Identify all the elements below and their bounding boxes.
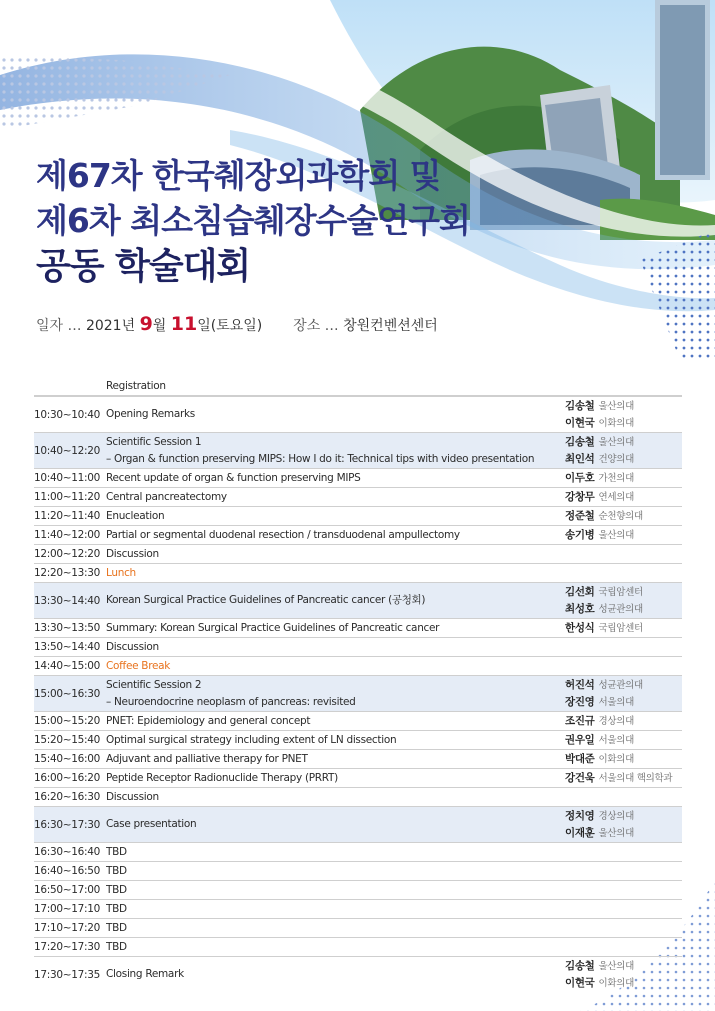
- session1-title: Scientific Session 1: [106, 435, 202, 448]
- guidelines-time: 13:30~14:40: [34, 594, 101, 607]
- session2-header-row: [34, 676, 682, 712]
- guidelines-header-row: [34, 583, 682, 619]
- row-time: 11:40~12:00: [34, 529, 101, 541]
- chair-name: 김선회: [565, 585, 595, 598]
- table-row: [34, 769, 682, 788]
- speaker-affiliation: 연세의대: [598, 491, 635, 503]
- speaker-name: 한성식: [565, 621, 595, 634]
- row-time: 15:40~16:00: [34, 753, 101, 765]
- session1-time: 10:40~12:20: [34, 444, 101, 457]
- row-time: 12:00~12:20: [34, 548, 101, 560]
- row-time: 11:00~11:20: [34, 491, 101, 503]
- row-title: Optimal surgical strategy including extent of LN dissection: [106, 733, 397, 746]
- table-row: [34, 862, 682, 881]
- chair-name: 이재훈: [565, 826, 595, 839]
- speaker-affiliation: 가천의대: [598, 472, 635, 484]
- opening-title: Opening Remarks: [106, 408, 195, 420]
- row-time: 16:40~16:50: [34, 865, 101, 877]
- closing-row: [34, 957, 682, 992]
- table-row: [34, 507, 682, 526]
- row-title: Enucleation: [106, 509, 165, 522]
- row-time: 11:20~11:40: [34, 510, 101, 522]
- table-row: [34, 919, 682, 938]
- speaker-name: 강건욱: [565, 771, 595, 784]
- speaker-affiliation: 경상의대: [598, 715, 635, 727]
- chair-affiliation: 경상의대: [598, 810, 635, 822]
- row-title: TBD: [106, 883, 127, 896]
- coffee-row: [34, 657, 682, 676]
- chair-name: 장진영: [565, 695, 595, 708]
- row-time: 17:00~17:10: [34, 903, 101, 915]
- table-row: [34, 900, 682, 919]
- row-time: 15:20~15:40: [34, 734, 101, 746]
- chair-affiliation: 울산의대: [598, 400, 635, 412]
- row-title: TBD: [106, 921, 127, 934]
- case-time: 16:30~17:30: [34, 818, 101, 831]
- date-month-unit: 월: [152, 318, 167, 334]
- chair-name: 김송철: [565, 435, 595, 448]
- speaker-name: 이두호: [565, 471, 595, 484]
- date-month: 9: [139, 313, 153, 335]
- speaker-affiliation: 국립암센터: [598, 622, 643, 634]
- chair-affiliation: 건양의대: [598, 453, 635, 465]
- chair-affiliation: 서울의대: [598, 696, 635, 708]
- chair-affiliation: 이화의대: [598, 977, 635, 989]
- row-title: Adjuvant and palliative therapy for PNET: [106, 752, 308, 765]
- row-title: Discussion: [106, 790, 159, 803]
- title-line-2: 제6차 최소침습췌장수술연구회: [36, 201, 470, 240]
- venue: 창원컨벤션센터: [343, 318, 438, 334]
- row-time: 15:00~15:20: [34, 715, 101, 727]
- opening-row: [34, 396, 682, 433]
- case-title: Case presentation: [106, 818, 197, 830]
- chair-affiliation: 성균관의대: [598, 679, 643, 691]
- case-header-row: [34, 807, 682, 843]
- row-title: Discussion: [106, 640, 159, 653]
- row-title: TBD: [106, 902, 127, 915]
- row-time: 13:30~13:50: [34, 622, 101, 634]
- speaker-affiliation: 순천향의대: [598, 510, 643, 522]
- speaker-name: 송기병: [565, 528, 595, 541]
- chair-name: 허진석: [565, 678, 595, 691]
- table-row: [34, 731, 682, 750]
- guidelines-title: Korean Surgical Practice Guidelines of Pancreatic cancer (공청회): [106, 594, 426, 606]
- speaker-name: 조진규: [565, 714, 595, 727]
- chair-affiliation: 이화의대: [598, 417, 635, 429]
- coffee-title: Coffee Break: [106, 659, 171, 672]
- table-row: [34, 843, 682, 862]
- closing-title: Closing Remark: [106, 968, 184, 980]
- session2-subtitle: – Neuroendocrine neoplasm of pancreas: revisited: [106, 695, 356, 708]
- row-title: Partial or segmental duodenal resection / transduodenal ampullectomy: [106, 528, 460, 541]
- row-title: Discussion: [106, 547, 159, 560]
- lunch-row: [34, 564, 682, 583]
- coffee-time: 14:40~15:00: [34, 660, 101, 672]
- speaker-name: 강창무: [565, 490, 595, 503]
- table-row: [34, 788, 682, 807]
- schedule-table: [34, 377, 682, 992]
- chair-affiliation: 국립암센터: [598, 586, 643, 598]
- lunch-time: 12:20~13:30: [34, 567, 101, 579]
- event-info: [36, 313, 438, 335]
- table-row: [34, 881, 682, 900]
- table-row: [34, 750, 682, 769]
- chair-name: 최성호: [565, 602, 595, 615]
- chair-affiliation: 울산의대: [598, 960, 635, 972]
- row-title: PNET: Epidemiology and general concept: [106, 714, 311, 727]
- date-day: 11: [170, 313, 198, 335]
- session1-subtitle: – Organ & function preserving MIPS: How I do it: Technical tips with video presentation: [106, 452, 535, 465]
- registration-label: Registration: [106, 379, 166, 392]
- row-title: TBD: [106, 845, 127, 858]
- speaker-affiliation: 서울의대 핵의학과: [598, 772, 673, 784]
- lunch-title: Lunch: [106, 566, 136, 579]
- table-row: [34, 526, 682, 545]
- row-title: Summary: Korean Surgical Practice Guidelines of Pancreatic cancer: [106, 621, 440, 634]
- row-time: 16:50~17:00: [34, 884, 101, 896]
- date-year: 2021년: [85, 318, 136, 334]
- session1-header-row: [34, 433, 682, 469]
- chair-name: 이현국: [565, 416, 595, 429]
- chair-name: 이현국: [565, 976, 595, 989]
- row-time: 17:20~17:30: [34, 941, 101, 953]
- chair-name: 김송철: [565, 959, 595, 972]
- date-label: 일자 …: [36, 318, 82, 334]
- chair-name: 김송철: [565, 399, 595, 412]
- speaker-affiliation: 서울의대: [598, 734, 635, 746]
- row-time: 17:10~17:20: [34, 922, 101, 934]
- row-title: TBD: [106, 864, 127, 877]
- table-row: [34, 488, 682, 507]
- row-title: TBD: [106, 940, 127, 953]
- row-title: Central pancreatectomy: [106, 490, 227, 503]
- row-title: Peptide Receptor Radionuclide Therapy (PRRT): [106, 771, 338, 784]
- table-row: [34, 638, 682, 657]
- table-row: [34, 712, 682, 731]
- registration-row: [34, 377, 682, 396]
- venue-label: 장소 …: [293, 318, 339, 334]
- chair-affiliation: 울산의대: [598, 436, 635, 448]
- date-day-unit: 일(토요일): [197, 318, 263, 334]
- opening-time: 10:30~10:40: [34, 408, 101, 421]
- table-row: [34, 469, 682, 488]
- title-line-3: 공동 학술대회: [36, 246, 251, 287]
- session2-time: 15:00~16:30: [34, 687, 101, 700]
- row-time: 13:50~14:40: [34, 641, 101, 653]
- row-time: 10:40~11:00: [34, 472, 101, 484]
- closing-time: 17:30~17:35: [34, 968, 101, 981]
- session2-title: Scientific Session 2: [106, 678, 202, 691]
- row-time: 16:00~16:20: [34, 772, 101, 784]
- table-row: [34, 545, 682, 564]
- title-line-1: 제67차 한국췌장외과학회 및: [36, 156, 441, 195]
- speaker-name: 권우일: [565, 733, 595, 746]
- row-time: 16:20~16:30: [34, 791, 101, 803]
- chair-affiliation: 성균관의대: [598, 603, 643, 615]
- chair-affiliation: 울산의대: [598, 827, 635, 839]
- chair-name: 최인석: [565, 452, 595, 465]
- speaker-name: 정준철: [565, 509, 595, 522]
- speaker-affiliation: 울산의대: [598, 529, 635, 541]
- table-row: [34, 619, 682, 638]
- row-title: Recent update of organ & function preserving MIPS: [106, 471, 361, 484]
- speaker-affiliation: 이화의대: [598, 753, 635, 765]
- speaker-name: 박대준: [565, 752, 595, 765]
- chair-name: 정치영: [565, 809, 595, 822]
- row-time: 16:30~16:40: [34, 846, 101, 858]
- table-row: [34, 938, 682, 957]
